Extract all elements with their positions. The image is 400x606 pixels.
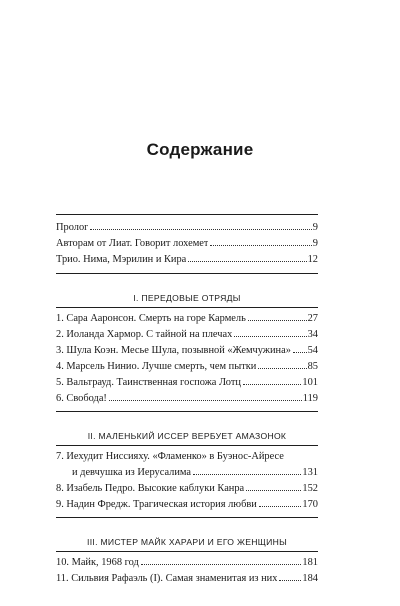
toc-entry[interactable] (56, 481, 318, 497)
entry-page: 9 (312, 238, 318, 249)
entry-title: 9. Надин Фредж. Трагическая история любви (56, 499, 257, 510)
toc-entry[interactable] (56, 343, 318, 359)
dot-leader (258, 368, 306, 369)
part-2-list (56, 446, 318, 517)
toc-entry[interactable] (56, 497, 318, 513)
entry-page: 101 (302, 377, 318, 388)
toc-entry[interactable] (56, 571, 318, 587)
dot-leader (234, 336, 306, 337)
toc-entry[interactable] (56, 449, 318, 465)
entry-title: 5. Вальтрауд. Таинственная госпожа Лотц (56, 377, 241, 388)
entry-page: 184 (302, 573, 318, 584)
toc-entry-prologue[interactable] (56, 220, 318, 236)
toc-entry[interactable] (56, 555, 318, 571)
front-matter-list (56, 215, 318, 273)
page-title: Содержание (146, 140, 254, 159)
dot-leader (293, 352, 307, 353)
dot-leader (246, 490, 301, 491)
dot-leader (210, 245, 311, 246)
entry-page: 54 (307, 345, 318, 356)
entry-title: Пролог (56, 222, 89, 233)
entry-page: 170 (302, 499, 318, 510)
part-heading-1: I. ПЕРЕДОВЫЕ ОТРЯДЫ (133, 293, 241, 303)
entry-title: 7. Иехудит Ниссияху. «Фламенко» в Буэнос-Айресе (56, 451, 284, 462)
toc-entry[interactable] (56, 391, 318, 407)
toc-entry[interactable] (56, 327, 318, 343)
toc-entry-authors[interactable] (56, 236, 318, 252)
toc-entry[interactable] (56, 311, 318, 327)
entry-title: 11. Сильвия Рафаэль (I). Самая знаменитая из них (56, 573, 278, 584)
entry-title: 6. Свобода! (56, 393, 107, 404)
entry-page: 119 (302, 393, 318, 404)
entry-title: Трио. Нима, Мэрилин и Кира (56, 254, 187, 265)
entry-page: 34 (307, 329, 318, 340)
entry-title-continuation: и девчушка из Иерусалима (72, 467, 192, 478)
dot-leader (243, 384, 301, 385)
dot-leader (141, 564, 302, 565)
toc-entry-continuation[interactable] (56, 465, 318, 481)
dot-leader (248, 320, 307, 321)
entry-title: Авторам от Лиат. Говорит лохемет (56, 238, 209, 249)
entry-page: 85 (307, 361, 318, 372)
dot-leader (279, 580, 301, 581)
entry-title: 1. Сара Ааронсон. Смерть на горе Кармель (56, 313, 246, 324)
part-1-list (56, 308, 318, 411)
entry-title: 10. Майк, 1968 год (56, 557, 139, 568)
part-heading-2: II. МАЛЕНЬКИЙ ИССЕР ВЕРБУЕТ АМАЗОНОК (87, 431, 287, 441)
entry-title: 3. Шула Коэн. Месье Шула, позывной «Жемчужина» (56, 345, 291, 356)
entry-page: 181 (302, 557, 318, 568)
dot-leader (90, 229, 311, 230)
dot-leader (193, 474, 301, 475)
entry-title: 8. Изабель Педро. Высокие каблуки Канра (56, 483, 245, 494)
toc-entry[interactable] (56, 359, 318, 375)
toc-entry-trio[interactable] (56, 252, 318, 268)
dot-leader (259, 506, 302, 507)
part-heading-3: III. МИСТЕР МАЙК ХАРАРИ И ЕГО ЖЕНЩИНЫ (87, 537, 287, 547)
entry-page: 152 (302, 483, 318, 494)
entry-page: 12 (307, 254, 318, 265)
entry-page: 27 (307, 313, 318, 324)
table-of-contents (56, 214, 318, 591)
entry-page: 131 (302, 467, 318, 478)
entry-title: 2. Иоланда Хармор. С тайной на плечах (56, 329, 233, 340)
entry-title: 4. Марсель Нинио. Лучше смерть, чем пытки (56, 361, 257, 372)
dot-leader (109, 400, 302, 401)
part-3-list (56, 552, 318, 591)
dot-leader (188, 261, 306, 262)
entry-page: 9 (312, 222, 318, 233)
toc-entry[interactable] (56, 375, 318, 391)
